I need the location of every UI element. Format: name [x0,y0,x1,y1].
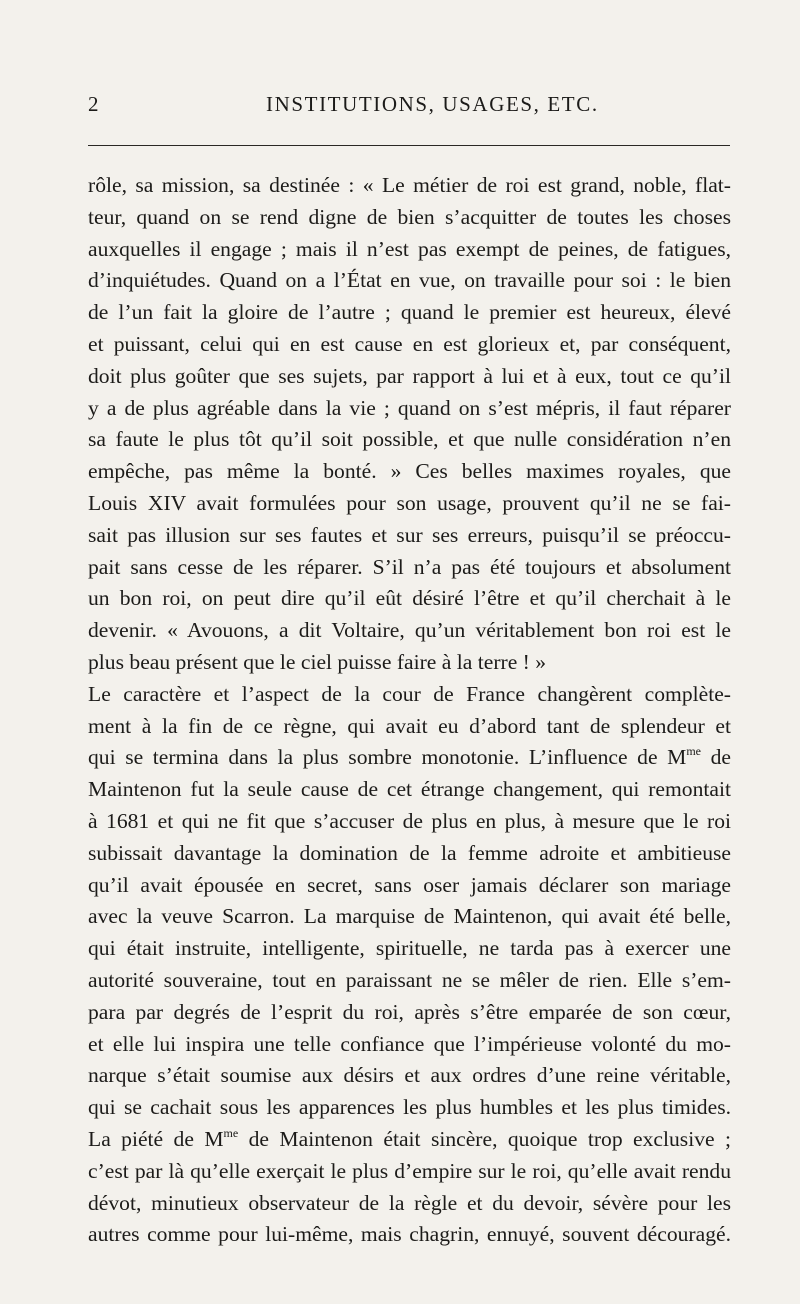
body-text [88,170,731,1251]
text-line: et puissant, celui qui en est cause en est glorieux et, par conséquent, [88,331,731,356]
text-line: sa faute le plus tôt qu’il soit possible, et que nulle considération n’en [88,427,731,452]
text-line: un bon roi, on peut dire qu’il eût désiré l’être et qu’il cherchait à le [88,586,731,611]
text-line: qui se cachait sous les apparences les plus humbles et les plus timides. [88,1095,731,1120]
text-line: empêche, pas même la bonté. » Ces belles maximes royales, que [88,459,731,484]
text-run: qui se termina dans la plus sombre monotonie. L’influence de M [88,745,687,770]
text-line: de l’un fait la gloire de l’autre ; quand le premier est heureux, élevé [88,300,731,325]
text-run: de [701,745,731,770]
text-line: c’est par là qu’elle exerçait le plus d’empire sur le roi, qu’elle avait rendu [88,1158,731,1183]
text-run: de Maintenon était sincère, quoique trop exclusive ; [238,1126,731,1151]
text-line: avec la veuve Scarron. La marquise de Maintenon, qui avait été belle, [88,904,731,929]
text-line: doit plus goûter que ses sujets, par rapport à lui et à eux, tout ce qu’il [88,363,731,388]
text-line: subissait davantage la domination de la femme adroite et ambitieuse [88,840,731,865]
text-line-with-superscript [88,1124,731,1156]
page-header [88,92,728,122]
text-line: rôle, sa mission, sa destinée : « Le métier de roi est grand, noble, flat- [88,173,731,197]
text-line: auxquelles il engage ; mais il n’est pas exempt de peines, de fatigues, [88,236,731,261]
text-line: Le caractère et l’aspect de la cour de France changèrent complète- [88,681,731,706]
text-line: pait sans cesse de les réparer. S’il n’a pas été toujours et absolument [88,554,731,579]
text-run: La piété de M [88,1126,224,1151]
text-line: et elle lui inspira une telle confiance que l’impérieuse volonté du mo- [88,1031,731,1056]
text-line: d’inquiétudes. Quand on a l’État en vue, on travaille pour soi : le bien [88,268,731,293]
text-line: Louis XIV avait formulées pour son usage, prouvent qu’il ne se fai- [88,490,731,515]
header-rule [88,145,730,146]
text-line: ment à la fin de ce règne, qui avait eu d’abord tant de splendeur et [88,713,731,738]
text-line: teur, quand on se rend digne de bien s’acquitter de toutes les choses [88,204,731,229]
text-line: Maintenon fut la seule cause de cet étrange changement, qui remontait [88,777,731,802]
text-line: devenir. « Avouons, a dit Voltaire, qu’un véritablement bon roi est le [88,618,731,643]
text-line: para par degrés de l’esprit du roi, après s’être emparée de son cœur, [88,999,731,1024]
text-line: sait pas illusion sur ses fautes et sur ses erreurs, puisqu’il se préoccu- [88,522,731,547]
text-line: qu’il avait épousée en secret, sans oser jamais déclarer son mariage [88,872,731,897]
running-title: INSTITUTIONS, USAGES, ETC. [266,92,599,116]
page-number: 2 [88,92,99,116]
text-line: dévot, minutieux observateur de la règle et du devoir, sévère pour les [88,1190,731,1215]
text-line: à 1681 et qui ne fit que s’accuser de plus en plus, à mesure que le roi [88,808,731,833]
text-line: narque s’était soumise aux désirs et aux ordres d’une reine véritable, [88,1063,731,1088]
superscript: me [686,744,702,759]
superscript: me [223,1125,239,1140]
text-line: qui était instruite, intelligente, spirituelle, ne tarda pas à exercer une [88,936,731,961]
text-line: y a de plus agréable dans la vie ; quand on s’est mépris, il faut réparer [88,395,731,420]
text-line: autorité souveraine, tout en paraissant ne se mêler de rien. Elle s’em- [88,967,731,992]
text-line: plus beau présent que le ciel puisse faire à la terre ! » [88,649,547,674]
text-line-with-superscript [88,742,731,774]
text-line: autres comme pour lui-même, mais chagrin, ennuyé, souvent découragé. [88,1222,731,1247]
